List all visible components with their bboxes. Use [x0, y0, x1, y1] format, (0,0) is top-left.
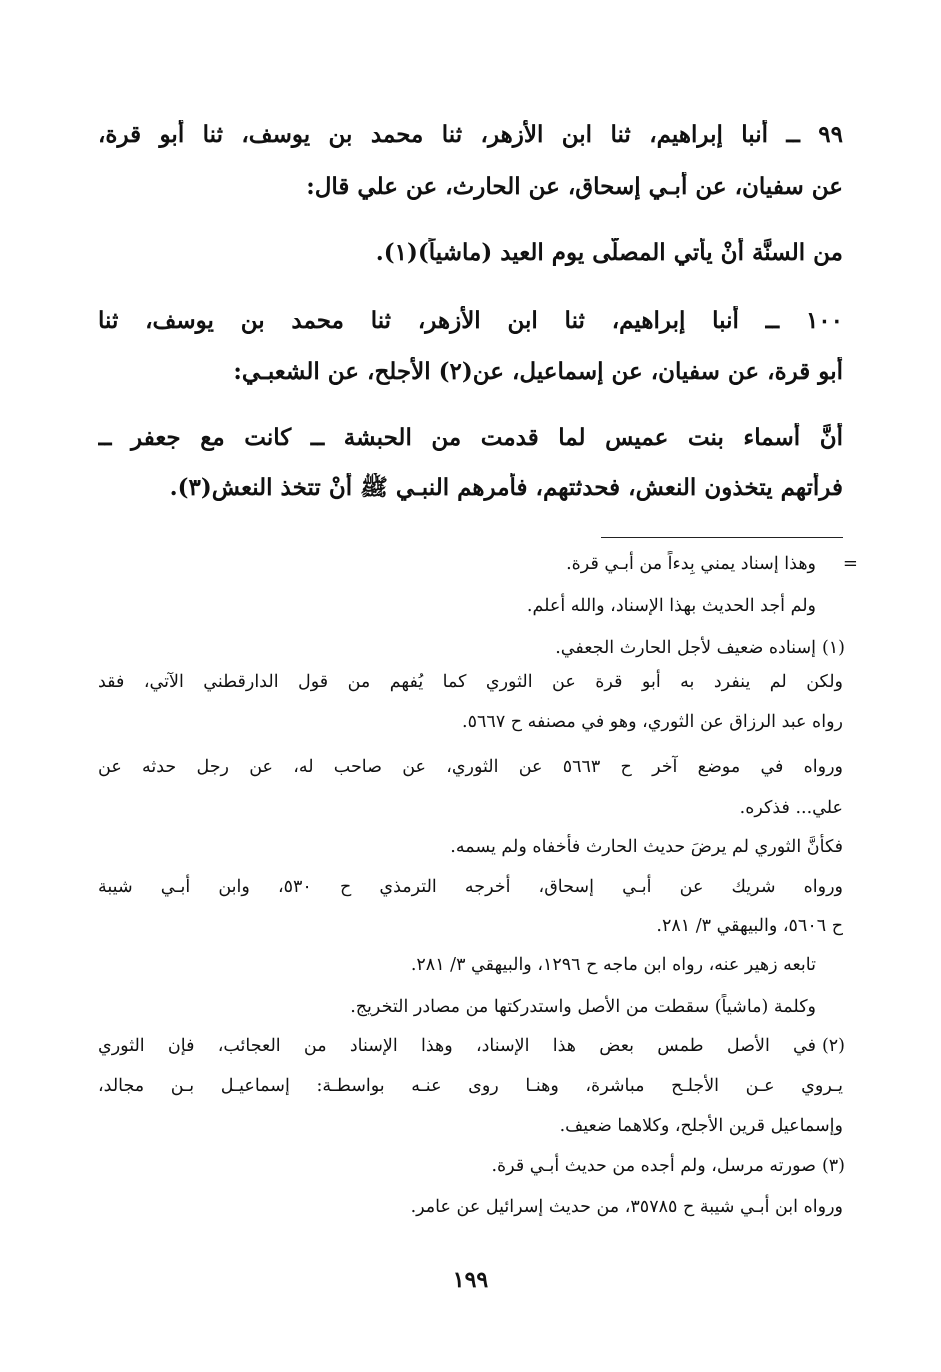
footnote-3-number: (٣) [821, 1156, 845, 1176]
hadith-100-isnad-line-2: أبو قرة، عن سفيان، عن إسماعيل، عن(٢) الأجلح، عن الشعبـي: [233, 358, 843, 385]
footnote-continuation-line-2: ولم أجد الحديث بهذا الإسناد، والله أعلم. [526, 596, 816, 616]
footnote-2-line-2: يـروي عـن الأجلـح مباشرة، وهنـا روى عنـه بواسطـة: إسماعيـل بـن مجالد، [98, 1076, 843, 1096]
continuation-mark: = [842, 553, 858, 574]
footnote-1-line-4: ورواه في موضع آخر ح ٥٦٦٣ عن الثوري، عن صاحب له، عن رجل حدثه عن [98, 757, 843, 777]
hadith-99-matn: من السنَّة أنْ يأتي المصلَّى يوم العيد (ماشياً)(١). [375, 239, 843, 266]
footnote-3-line-1: صورته مرسل، ولم أجده من حديث أبـي قرة. [491, 1156, 816, 1176]
footnote-separator [601, 537, 843, 538]
footnote-1-line-2: ولكن لم ينفرد به أبو قرة عن الثوري كما يُفهم من قول الدارقطني الآتي، فقد [98, 672, 843, 692]
footnote-1-line-3: رواه عبد الرزاق عن الثوري، وهو في مصنفه ح ٥٦٦٧. [462, 712, 843, 732]
hadith-100-matn-line-1: أنَّ أسماء بنت عميس لما قدمت من الحبشة ــ كانت مع جعفر ــ [98, 424, 843, 451]
footnote-2-number: (٢) [821, 1036, 845, 1056]
footnote-1-line-5: علي... فذكره. [739, 798, 843, 818]
footnote-1-line-6: فكأنَّ الثوري لم يرضَ حديث الحارث فأخفاه ولم يسمه. [450, 837, 843, 857]
hadith-99-isnad-line-2: عن سفيان، عن أبـي إسحاق، عن الحارث، عن علي قال: [306, 173, 843, 200]
footnote-1-line-8: ح ٥٦٠٦، والبيهقي ٣/ ٢٨١. [656, 916, 843, 936]
footnote-1-line-9: تابعه زهير عنه، رواه ابن ماجه ح ١٢٩٦، والبيهقي ٣/ ٢٨١. [410, 955, 816, 975]
page-number: ١٩٩ [452, 1267, 489, 1293]
hadith-100-matn-line-2: فرأتهم يتخذون النعش، فحدثتهم، فأمرهم النبـي ﷺ أنْ تتخذ النعش(٣). [169, 474, 843, 501]
footnote-1-line-7: ورواه شريك عن أبـي إسحاق، أخرجه الترمذي ح ٥٣٠، وابن أبـي شيبة [98, 877, 843, 897]
footnote-1-number: (١) [821, 638, 845, 658]
footnote-2-line-1: في الأصل طمس بعض هذا الإسناد، وهذا الإسناد من العجائب، فإن الثوري [98, 1036, 816, 1056]
footnote-2-line-3: وإسماعيل قرين الأجلح، وكلاهما ضعيف. [559, 1116, 843, 1136]
footnote-1-line-10: وكلمة (ماشياً) سقطت من الأصل واستدركتها من مصادر التخريج. [350, 997, 816, 1017]
footnote-3-line-2: ورواه ابن أبـي شيبة ح ٣٥٧٨٥، من حديث إسرائيل عن عامر. [410, 1197, 843, 1217]
footnote-1-line-1: إسناده ضعيف لأجل الحارث الجعفي. [555, 638, 816, 658]
footnote-continuation-line-1: وهذا إسناد يمني بِدءاً من أبـي قرة. [566, 554, 816, 574]
hadith-100-isnad-line-1: ١٠٠ ــ أنبا إبراهيم، ثنا ابن الأزهر، ثنا محمد بن يوسف، ثنا [98, 307, 843, 334]
hadith-99-isnad-line-1: ٩٩ ــ أنبا إبراهيم، ثنا ابن الأزهر، ثنا محمد بن يوسف، ثنا أبو قرة، [98, 121, 843, 148]
